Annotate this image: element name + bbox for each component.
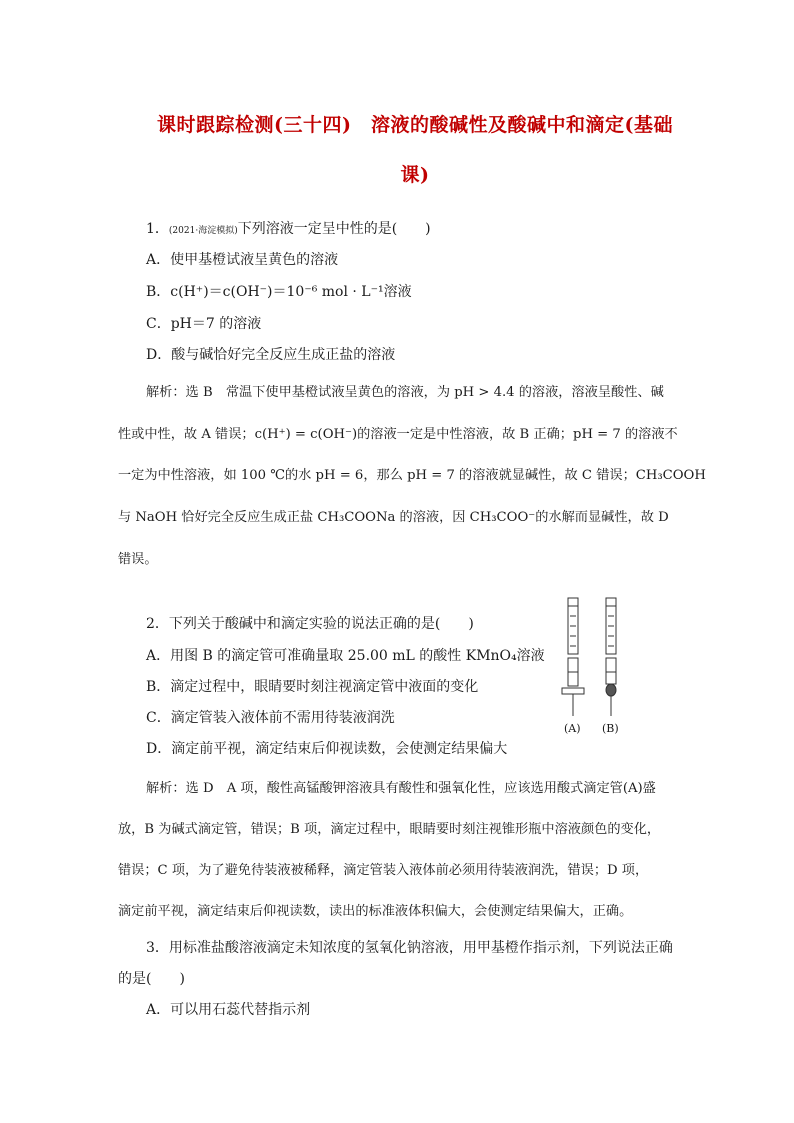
burette-b-illustration [606, 598, 616, 716]
q1-option-b: B．c(H⁺)＝c(OH⁻)＝10⁻⁶ mol · L⁻¹溶液 [146, 284, 412, 300]
title-line-2: 课) [400, 164, 430, 186]
q1-analysis-line-1: 解析：选 B 常温下使甲基橙试液呈黄色的溶液，为 pH > 4.4 的溶液，溶液呈酸性、碱 [146, 385, 664, 400]
q2-option-c: C．滴定管装入液体前不需用待装液润洗 [146, 710, 395, 726]
q1-source: (2021·海淀模拟) [168, 226, 238, 236]
q1-analysis-line-3: 一定为中性溶液，如 100 ℃的水 pH = 6，那么 pH = 7 的溶液就显碱性，故 C 错误；CH₃COOH [118, 468, 706, 483]
q2-option-b: B．滴定过程中，眼睛要时刻注视滴定管中液面的变化 [146, 679, 479, 695]
q2-option-a: A．用图 B 的滴定管可准确量取 25.00 mL 的酸性 KMnO₄溶液 [146, 648, 545, 664]
q2-analysis-line-3: 错误；C 项，为了避免待装液被稀释，滴定管装入液体前必须用待装液润洗，错误；D 项， [118, 863, 649, 878]
figure-label-a: (A) [564, 722, 581, 735]
burette-figure [556, 594, 656, 739]
q1-analysis-line-2: 性或中性，故 A 错误；c(H⁺) = c(OH⁻)的溶液一定是中性溶液，故 B 正确；pH = 7 的溶液不 [118, 427, 678, 442]
q1-option-c: C．pH＝7 的溶液 [146, 316, 262, 332]
q2-analysis-line-4: 滴定前平视，滴定结束后仰视读数，读出的标准液体积偏大，会使测定结果偏大，正确。 [118, 904, 633, 919]
title-line-1: 课时跟踪检测(三十四) 溶液的酸碱性及酸碱中和滴定(基础 [157, 114, 673, 136]
burette-a-illustration [562, 598, 584, 716]
q2-analysis-line-2: 放，B 为碱式滴定管，错误；B 项，滴定过程中，眼睛要时刻注视锥形瓶中溶液颜色的变化， [118, 822, 661, 837]
page-title [150, 100, 680, 200]
q1-option-d: D．酸与碱恰好完全反应生成正盐的溶液 [146, 347, 396, 363]
q1-analysis-line-4: 与 NaOH 恰好完全反应生成正盐 CH₃COONa 的溶液，因 CH₃COO⁻的水解而显碱性，故 D [118, 510, 669, 525]
q3-option-a: A．可以用石蕊代替指示剂 [146, 1002, 311, 1018]
burette-diagram [556, 594, 656, 719]
q1-option-a: A．使甲基橙试液呈黄色的溶液 [146, 252, 339, 268]
q2-option-d: D．滴定前平视，滴定结束后仰视读数，会使测定结果偏大 [146, 741, 508, 757]
q3-stem-line-2: 的是( ) [118, 971, 185, 987]
q1-stem: 1．(2021·海淀模拟)下列溶液一定呈中性的是( ) [146, 221, 431, 237]
q1-analysis-line-5: 错误。 [118, 552, 158, 567]
figure-label-b: (B) [602, 722, 619, 735]
q2-analysis-line-1: 解析：选 D A 项，酸性高锰酸钾溶液具有酸性和强氧化性，应该选用酸式滴定管(A)盛 [146, 781, 656, 796]
q3-stem-line-1: 3．用标准盐酸溶液滴定未知浓度的氢氧化钠溶液，用甲基橙作指示剂，下列说法正确 [146, 940, 673, 956]
q2-stem: 2．下列关于酸碱中和滴定实验的说法正确的是( ) [146, 616, 474, 632]
